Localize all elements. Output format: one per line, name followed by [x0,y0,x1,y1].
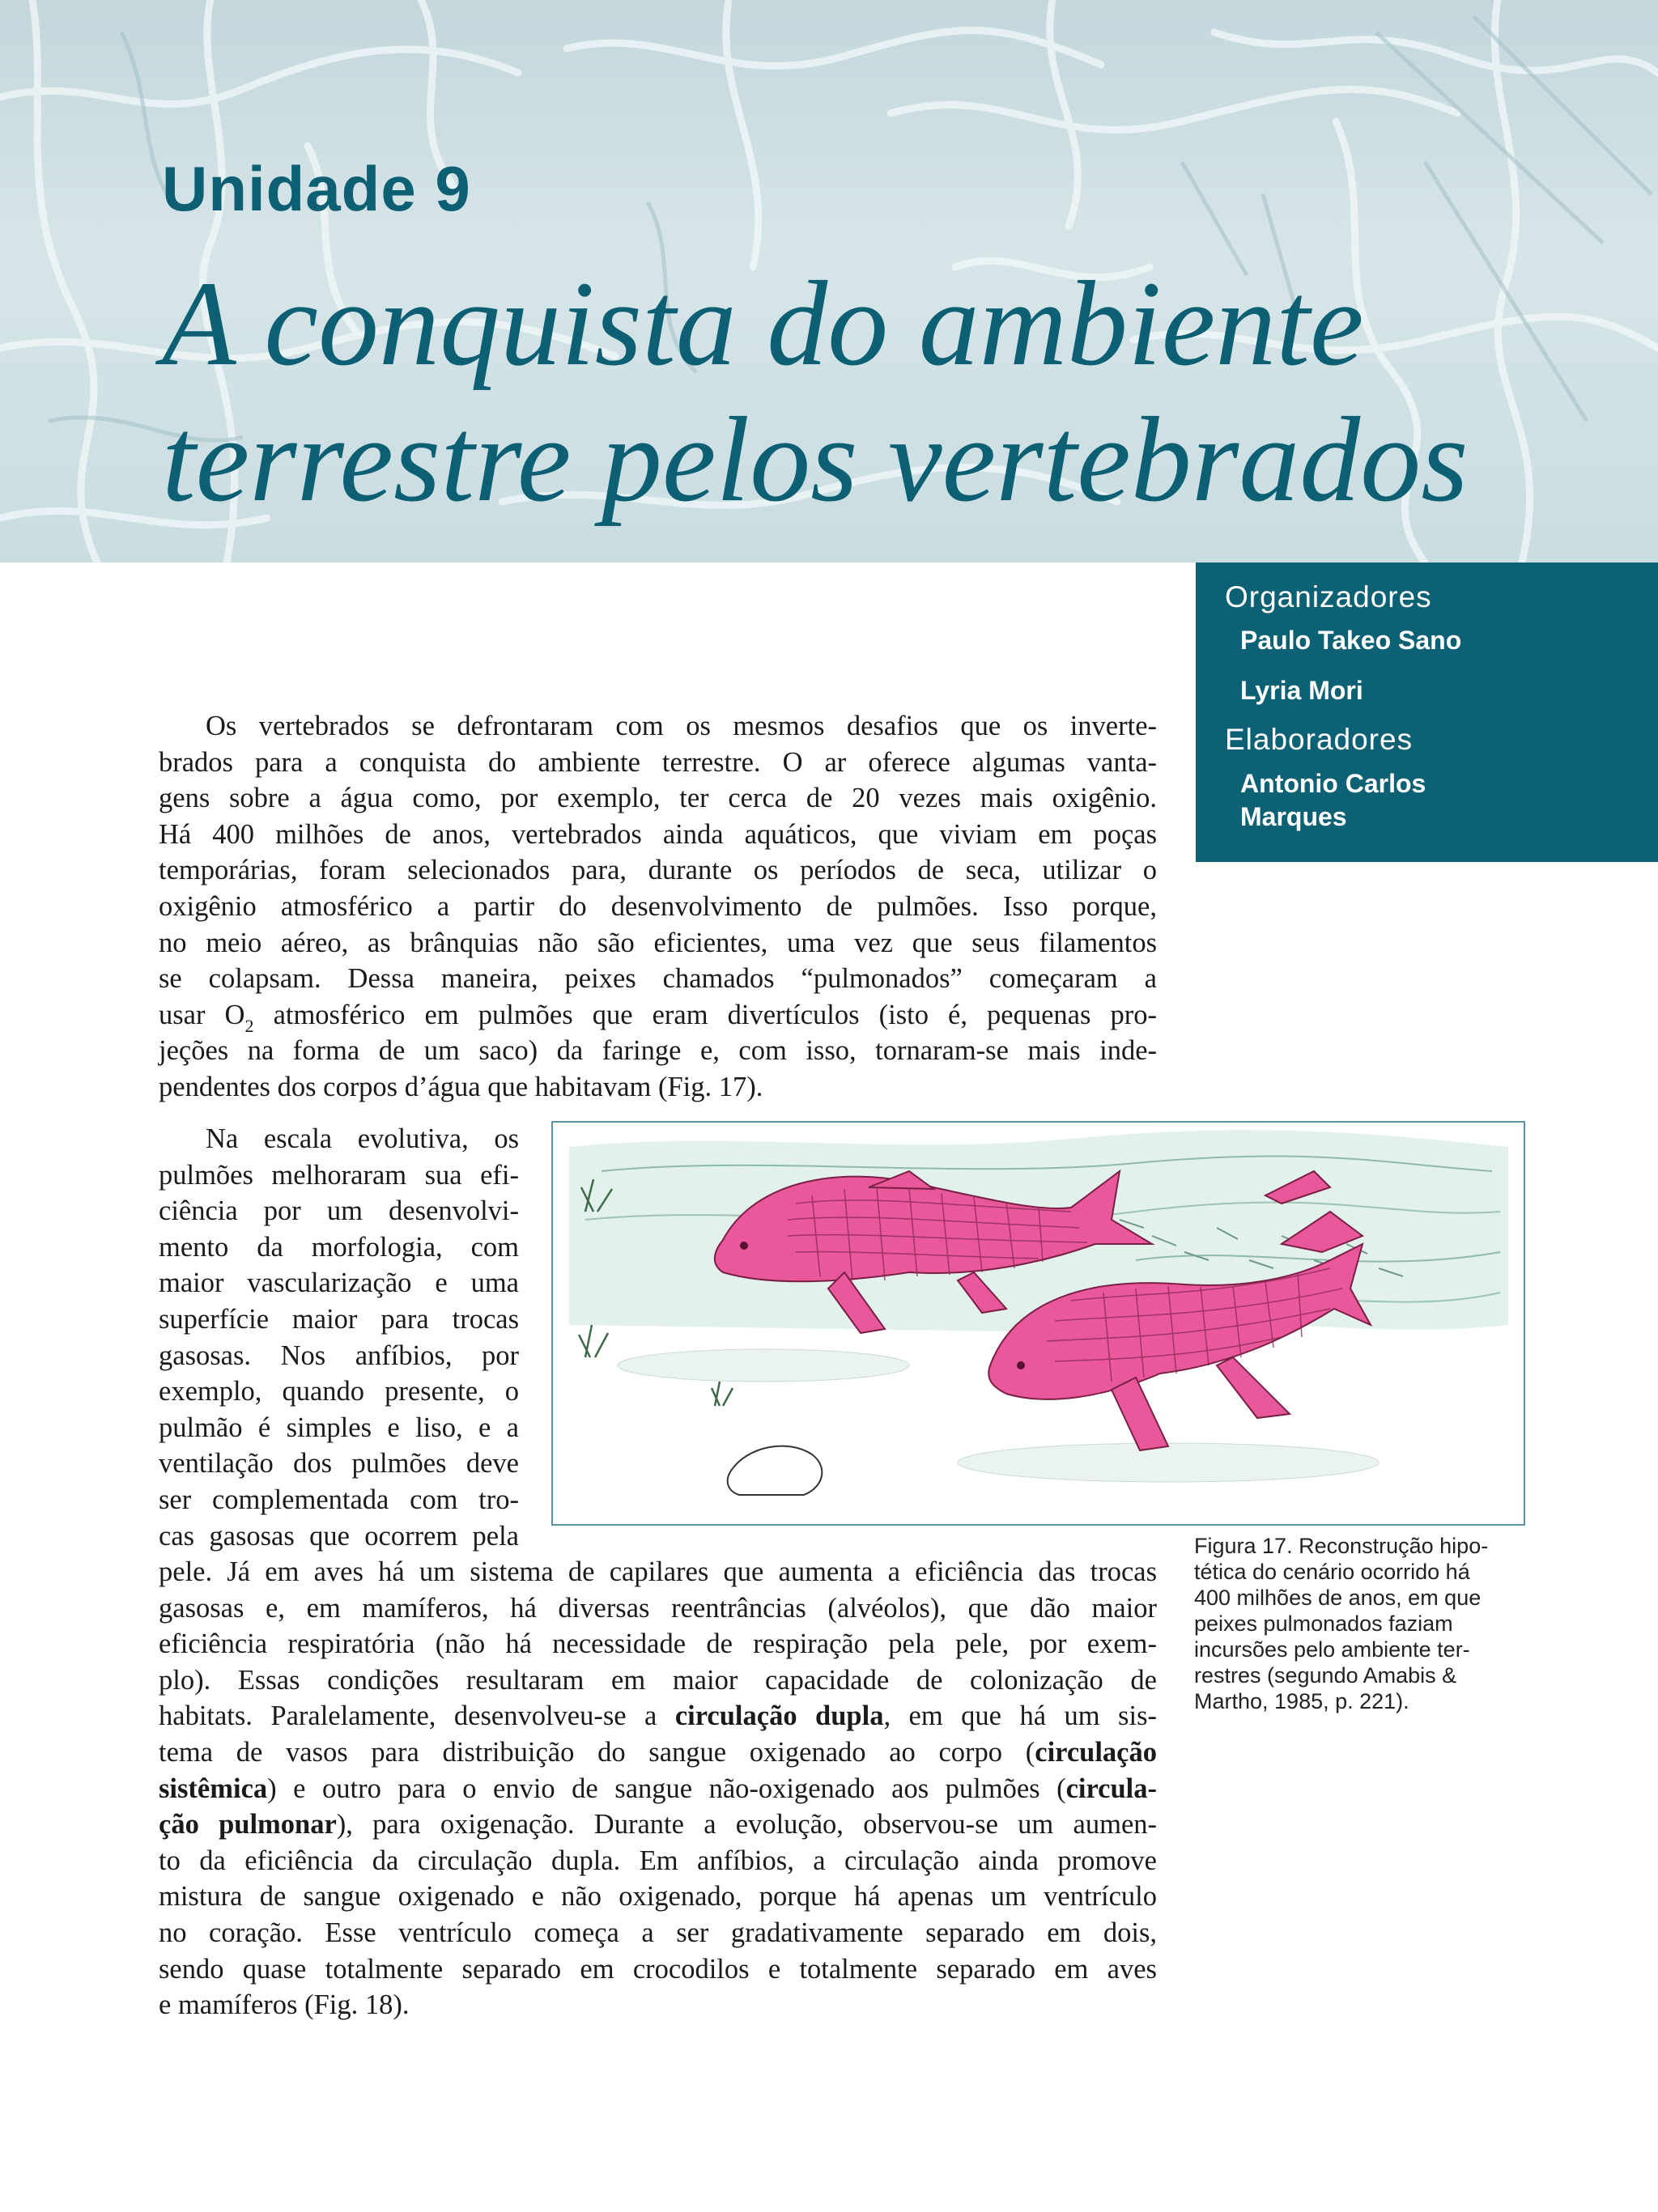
caption-line: incursões pelo ambiente ter- [1194,1637,1470,1662]
text-segment: ) e outro para o envio de sangue não-oxigenado aos pulmões ( [267,1773,1066,1804]
text-line [159,1626,1157,1662]
text-line: ciência por um desenvolvi- [159,1195,519,1227]
bold-term: circulação dupla [674,1700,884,1732]
paragraph-evolution [159,1121,519,1554]
text-line: Há 400 milhões de anos, vertebrados ainda aquáticos, que viviam em poças [159,818,1157,850]
text-segment: usar O [159,999,245,1030]
page-title-line-1: A conquista do ambiente [162,257,1364,391]
text-line: gens sobre a água como, por exemplo, ter cerca de 20 vezes mais oxigênio. [159,783,1157,814]
subscript: 2 [244,1015,254,1036]
text-segment: mistura de sangue oxigenado e não oxigenado, porque há apenas um ventrículo [159,1881,1157,1913]
bold-term: circulação [1035,1736,1157,1768]
organizer-name: Paulo Takeo Sano [1240,626,1462,655]
caption-line: 400 milhões de anos, em que [1194,1586,1482,1610]
text-line [159,1807,1157,1843]
text-line: ventilação dos pulmões deve [159,1448,519,1480]
text-line-o2 [159,997,1157,1034]
figure-lungfish-illustration [551,1121,1525,1526]
text-line [159,1698,1157,1734]
text-line: pulmão é simples e liso, e a [159,1412,519,1443]
text-line: pulmões melhoraram sua efi- [159,1159,519,1191]
text-segment: sendo quase totalmente separado em crocodilos e totalmente separado em aves [159,1953,1157,1985]
text-line [159,1843,1157,1879]
text-line: gasosas. Nos anfíbios, por [159,1340,519,1371]
text-line: pendentes dos corpos d’água que habitavam (Fig. 17). [159,1071,763,1102]
text-segment: , em que há um sis- [883,1700,1157,1732]
caption-line: restres (segundo Amabis & [1194,1663,1457,1688]
text-segment: pele. Já em aves há um sistema de capilares que aumenta a eficiência das trocas [159,1556,1157,1587]
text-segment: tema de vasos para distribuição do sangue oxigenado ao corpo ( [159,1736,1035,1768]
text-segment: habitats. Paralelamente, desenvolveu-se a [159,1700,675,1732]
text-line: no meio aéreo, as brânquias não são eficientes, uma vez que seus filamentos [159,927,1157,958]
paragraph-circulation [159,1554,1157,2023]
text-line [159,1771,1157,1807]
organizer-name: Lyria Mori [1240,676,1363,705]
text-line: mento da morfologia, com [159,1231,519,1263]
author-name: Antonio Carlos [1240,769,1426,798]
text-line: exemplo, quando presente, o [159,1376,519,1407]
text-line: jeções na forma de um saco) da faringe e, com isso, tornaram-se mais inde- [159,1035,1157,1067]
text-segment: gasosas e, em mamíferos, há diversas reentrâncias (alvéolos), que dão maior [159,1592,1157,1624]
unit-label: Unidade 9 [162,153,471,224]
caption-line: peixes pulmonados faziam [1194,1611,1453,1636]
text-line [159,1734,1157,1771]
text-line: temporárias, foram selecionados para, durante os períodos de seca, utilizar o [159,855,1157,886]
text-line: maior vascularização e uma [159,1267,519,1299]
page-title-line-2: terrestre pelos vertebrados [162,393,1469,527]
text-line [159,1915,1157,1951]
bold-term: circula- [1065,1773,1157,1804]
text-line: se colapsam. Dessa maneira, peixes chamados “pulmonados” começaram a [159,963,1157,995]
bold-term: sistêmica [159,1773,268,1804]
text-segment: eficiência respiratória (não há necessidade de respiração pela pele, por exem- [159,1628,1157,1660]
text-segment: ), para oxigenação. Durante a evolução, observou-se um aumen- [336,1809,1157,1841]
text-segment: atmosférico em pulmões que eram divertículos (isto é, pequenas pro- [253,999,1157,1030]
text-line [159,1662,1157,1699]
caption-line: tética do cenário ocorrido há [1194,1560,1470,1584]
text-line: superfície maior para trocas [159,1303,519,1335]
caption-line: Figura 17. Reconstrução hipo- [1194,1534,1489,1558]
figure-caption [1194,1533,1489,1714]
paragraph-intro [159,708,1157,1106]
text-line [159,1987,1157,2023]
bold-term: ção pulmonar [159,1809,337,1841]
header-banner [0,0,1658,563]
text-line: Na escala evolutiva, os [206,1123,519,1154]
text-line [159,1554,1157,1590]
text-segment: plo). Essas condições resultaram em maior capacidade de colonização de [159,1664,1157,1696]
text-line [159,1590,1157,1627]
text-segment: no coração. Esse ventrículo começa a ser gradativamente separado em dois, [159,1917,1157,1948]
text-segment: to da eficiência da circulação dupla. Em anfíbios, a circulação ainda promove [159,1845,1157,1876]
text-line: brados para a conquista do ambiente terrestre. O ar oferece algumas vanta- [159,746,1157,778]
lungfish-illustration [553,1123,1524,1524]
organizers-heading: Organizadores [1225,580,1432,614]
text-line: oxigênio atmosférico a partir do desenvolvimento de pulmões. Isso porque, [159,890,1157,922]
text-line: ser complementada com tro- [159,1484,519,1515]
authors-heading: Elaboradores [1225,723,1414,756]
author-name: Marques [1240,802,1347,831]
credits-box [1196,563,1658,862]
text-segment: e mamíferos (Fig. 18). [159,1989,410,2021]
caption-line: Martho, 1985, p. 221). [1194,1689,1409,1713]
text-line: cas gasosas que ocorrem pela [159,1520,519,1552]
text-line [159,1951,1157,1988]
text-line [159,1879,1157,1915]
text-line: Os vertebrados se defrontaram com os mesmos desafios que os inverte- [206,711,1157,741]
